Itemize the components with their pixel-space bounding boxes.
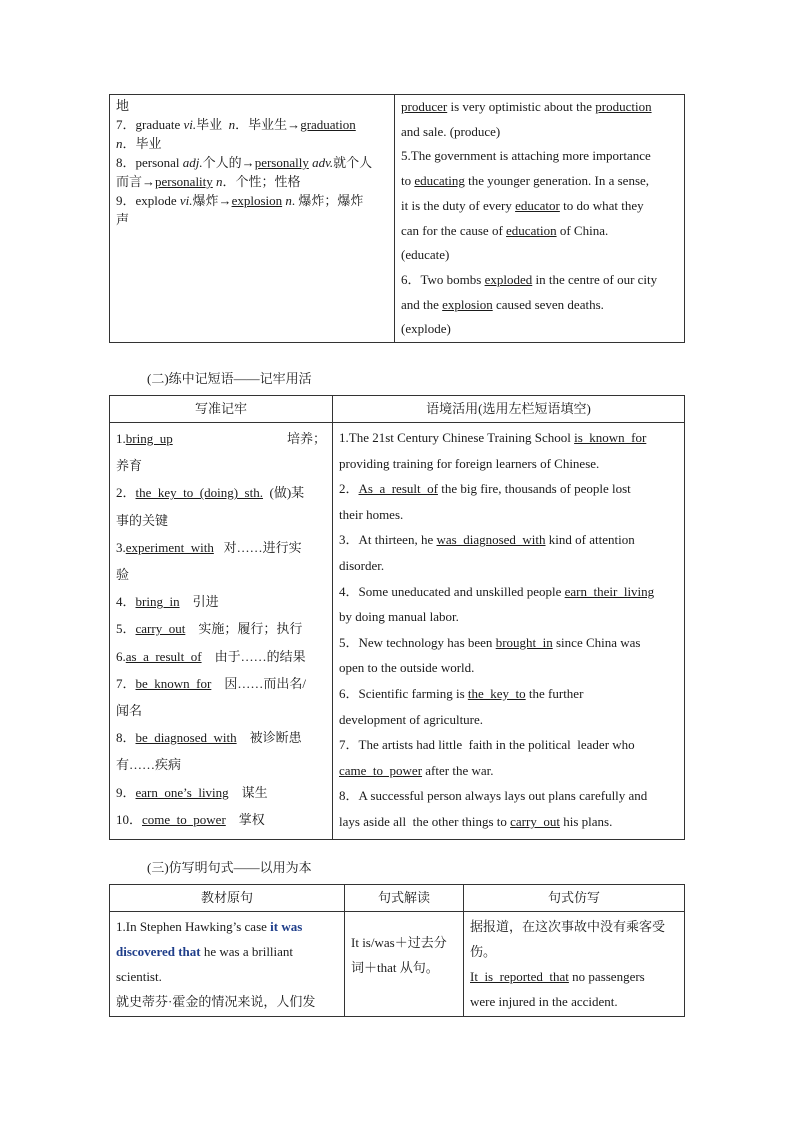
text-line bbox=[116, 114, 388, 133]
sentence-pattern-table bbox=[109, 884, 685, 1017]
text-line bbox=[401, 120, 678, 145]
phrases-header-left: 写准记牢 bbox=[110, 396, 333, 423]
text-segment: it is the duty of every bbox=[401, 197, 516, 213]
text-segment: the big fire, thousands of people lost bbox=[437, 481, 631, 497]
text-segment: ．毕业 bbox=[122, 136, 162, 151]
text-line bbox=[401, 219, 678, 244]
text-segment: development of agriculture. bbox=[339, 711, 484, 727]
text-segment: 6．Scientific farming is bbox=[339, 685, 468, 701]
text-segment: he was a brilliant bbox=[200, 944, 294, 959]
text-segment: 对……进行实 bbox=[213, 539, 302, 555]
text-segment: n bbox=[228, 117, 236, 132]
text-segment: 就史蒂芬·霍金的情况来说，人们发 bbox=[116, 994, 316, 1009]
text-line bbox=[351, 930, 457, 955]
text-line bbox=[339, 425, 678, 451]
text-segment: n bbox=[285, 193, 292, 208]
text-line bbox=[116, 425, 326, 452]
text-line bbox=[401, 243, 678, 268]
answer-blank: graduation bbox=[300, 117, 356, 132]
text-line bbox=[470, 989, 678, 1014]
text-segment: 3．At thirteen, he bbox=[339, 532, 437, 548]
word-forms-right-cell bbox=[395, 95, 685, 343]
text-line bbox=[401, 293, 678, 318]
text-segment: 地 bbox=[116, 98, 130, 113]
text-segment: 5.The government is attaching more importance bbox=[401, 148, 651, 164]
text-segment: 2． bbox=[116, 485, 136, 501]
text-segment: 掌权 bbox=[225, 811, 265, 827]
text-line bbox=[116, 806, 326, 833]
text-line bbox=[339, 502, 678, 528]
text-line bbox=[401, 317, 678, 342]
text-segment: 4．Some uneducated and unskilled people bbox=[339, 583, 565, 599]
text-line bbox=[116, 779, 326, 806]
text-segment: it was bbox=[270, 919, 303, 934]
text-segment: 6．Two bombs bbox=[401, 271, 485, 287]
pattern-original-cell bbox=[110, 912, 345, 1017]
text-segment: after the war. bbox=[422, 762, 494, 778]
text-segment: the younger generation. In a sense, bbox=[464, 173, 650, 189]
text-segment: 有……疾病 bbox=[116, 757, 182, 773]
answer-blank: as a result of bbox=[125, 648, 202, 664]
text-segment: adj. bbox=[182, 155, 203, 170]
text-line bbox=[116, 452, 326, 479]
answer-blank: bring up bbox=[125, 431, 173, 446]
answer-blank: come to power bbox=[142, 811, 226, 827]
answer-blank: personality bbox=[155, 174, 213, 189]
phrases-left-cell bbox=[110, 423, 333, 840]
answer-blank: producer bbox=[401, 99, 448, 114]
text-segment: scientist. bbox=[116, 969, 162, 984]
text-segment: ．个性；性格 bbox=[222, 174, 301, 189]
text-line bbox=[339, 732, 678, 758]
phrases-right-lines bbox=[339, 425, 678, 835]
phrases-header-right: 语境活用(选用左栏短语填空) bbox=[333, 396, 685, 423]
text-segment: 1.In Stephen Hawking’s case bbox=[116, 919, 271, 934]
text-line bbox=[116, 697, 326, 724]
text-segment: 验 bbox=[116, 567, 130, 583]
text-segment: (做)某 bbox=[262, 485, 305, 501]
text-segment: 爆炸→ bbox=[192, 193, 232, 208]
text-segment: 4． bbox=[116, 594, 136, 610]
text-segment: 而言→ bbox=[116, 174, 156, 189]
answer-blank: experiment with bbox=[125, 539, 214, 555]
text-line bbox=[116, 152, 388, 171]
text-segment: the further bbox=[525, 685, 584, 701]
text-segment: 8． bbox=[116, 730, 136, 746]
text-segment: discovered that bbox=[116, 944, 201, 959]
answer-blank: bring in bbox=[135, 594, 180, 610]
text-line bbox=[401, 95, 678, 120]
answer-blank: educator bbox=[515, 197, 560, 213]
text-line bbox=[116, 507, 326, 534]
pattern-imitation-cell bbox=[464, 912, 685, 1017]
text-line bbox=[339, 527, 678, 553]
text-segment: 10． bbox=[116, 811, 143, 827]
answer-blank: exploded bbox=[484, 271, 533, 287]
word-forms-table bbox=[109, 94, 685, 343]
text-line bbox=[401, 194, 678, 219]
text-line bbox=[351, 955, 457, 980]
phrases-left-lines bbox=[116, 425, 326, 833]
answer-blank: the key to bbox=[467, 685, 526, 701]
text-segment: 个人的→ bbox=[202, 155, 255, 170]
word-forms-left-lines bbox=[116, 95, 388, 228]
text-segment: 8．personal bbox=[116, 155, 183, 170]
text-line bbox=[116, 588, 326, 615]
phrases-table bbox=[109, 395, 685, 840]
text-segment: adv. bbox=[312, 155, 334, 170]
text-line bbox=[339, 630, 678, 656]
text-segment: providing training for foreign learners of Chinese. bbox=[339, 455, 600, 471]
text-segment: (educate) bbox=[401, 247, 450, 263]
text-line bbox=[401, 169, 678, 194]
answer-blank: came to power bbox=[339, 762, 423, 778]
answer-blank: earn one’s living bbox=[135, 784, 229, 800]
text-segment: 词＋that 从句。 bbox=[351, 960, 439, 975]
pattern-header-imitation: 句式仿写 bbox=[464, 885, 685, 912]
answer-blank: explosion bbox=[442, 296, 493, 312]
text-segment: n bbox=[116, 136, 123, 151]
text-line bbox=[116, 534, 326, 561]
text-segment: 2． bbox=[339, 481, 359, 497]
text-segment: kind of attention bbox=[545, 532, 635, 548]
text-segment: 8．A successful person always lays out plans carefully and bbox=[339, 788, 648, 804]
text-line bbox=[116, 479, 326, 506]
answer-blank: explosion bbox=[231, 193, 283, 208]
pattern-header-original: 教材原句 bbox=[110, 885, 345, 912]
text-line bbox=[116, 190, 388, 209]
text-line bbox=[339, 707, 678, 733]
text-segment: by doing manual labor. bbox=[339, 609, 459, 625]
text-segment: 9．explode bbox=[116, 193, 180, 208]
text-line bbox=[470, 964, 678, 989]
text-segment: (explode) bbox=[401, 321, 451, 337]
text-line bbox=[339, 579, 678, 605]
text-line bbox=[401, 268, 678, 293]
text-segment: 声 bbox=[116, 212, 130, 227]
text-line bbox=[116, 724, 326, 751]
text-segment: to do what they bbox=[559, 197, 644, 213]
answer-blank: be diagnosed with bbox=[135, 730, 237, 746]
answer-blank: education bbox=[506, 222, 557, 238]
text-segment: 谋生 bbox=[228, 784, 268, 800]
text-line bbox=[339, 809, 678, 835]
text-line bbox=[339, 604, 678, 630]
text-line bbox=[116, 209, 388, 228]
text-segment: 7． bbox=[116, 675, 136, 691]
text-line bbox=[116, 670, 326, 697]
text-segment: 1. bbox=[116, 431, 126, 446]
pattern-analysis-lines bbox=[351, 930, 457, 980]
answer-blank: be known for bbox=[135, 675, 212, 691]
text-segment: their homes. bbox=[339, 506, 404, 522]
text-line bbox=[339, 451, 678, 477]
text-line bbox=[339, 681, 678, 707]
text-segment: vi. bbox=[183, 117, 197, 132]
text-line bbox=[116, 561, 326, 588]
text-segment: 事的关键 bbox=[116, 512, 169, 528]
pattern-imitation-lines bbox=[470, 914, 678, 1014]
text-segment: 养育 bbox=[116, 458, 143, 474]
text-segment: can for the cause of bbox=[401, 222, 507, 238]
text-line bbox=[116, 751, 326, 778]
text-segment: and sale. (produce) bbox=[401, 123, 501, 139]
text-segment: 5．New technology has been bbox=[339, 634, 496, 650]
text-segment: 3. bbox=[116, 539, 126, 555]
text-line bbox=[116, 914, 338, 939]
text-segment: since China was bbox=[552, 634, 641, 650]
text-segment: 因……而出名/ bbox=[211, 675, 306, 691]
text-segment: It is/was＋过去分 bbox=[351, 935, 447, 950]
text-line bbox=[116, 133, 388, 152]
answer-blank: the key to (doing) sth. bbox=[135, 485, 263, 501]
text-segment: were injured in the accident. bbox=[470, 994, 618, 1009]
text-line bbox=[470, 939, 678, 964]
text-segment: open to the outside world. bbox=[339, 660, 475, 676]
text-line bbox=[116, 643, 326, 670]
text-segment: 由于……的结果 bbox=[201, 648, 306, 664]
text-segment: disorder. bbox=[339, 557, 385, 573]
text-line bbox=[116, 171, 388, 190]
text-line bbox=[116, 964, 338, 989]
pattern-original-lines bbox=[116, 914, 338, 1014]
text-segment: ．毕业生→ bbox=[235, 117, 301, 132]
text-line bbox=[339, 783, 678, 809]
text-segment: 就个人 bbox=[333, 155, 373, 170]
text-line bbox=[339, 655, 678, 681]
text-segment: 1.The 21st Century Chinese Training School bbox=[339, 430, 575, 445]
text-line bbox=[339, 553, 678, 579]
text-line bbox=[116, 615, 326, 642]
text-segment: 伤。 bbox=[470, 944, 497, 959]
text-segment: 引进 bbox=[179, 594, 219, 610]
text-segment: 7．The artists had little faith in the political leader who bbox=[339, 737, 635, 753]
answer-blank: brought in bbox=[495, 634, 553, 650]
answer-blank: It is reported that bbox=[470, 969, 569, 984]
text-segment: his plans. bbox=[559, 813, 613, 829]
text-segment: lays aside all the other things to bbox=[339, 813, 511, 829]
section3-caption: (三)仿写明句式——以用为本 bbox=[147, 860, 312, 875]
text-line bbox=[470, 914, 678, 939]
text-segment: 6. bbox=[116, 648, 126, 664]
answer-blank: earn their living bbox=[564, 583, 655, 599]
phrases-right-cell bbox=[333, 423, 685, 840]
text-segment: vi. bbox=[179, 193, 193, 208]
text-line bbox=[401, 144, 678, 169]
text-segment: of China. bbox=[556, 222, 609, 238]
text-line bbox=[116, 939, 338, 964]
text-segment: n bbox=[216, 174, 223, 189]
answer-blank: was diagnosed with bbox=[436, 532, 546, 548]
text-segment: and the bbox=[401, 296, 443, 312]
text-segment: 被诊断患 bbox=[236, 730, 302, 746]
answer-blank: As a result of bbox=[358, 481, 438, 497]
text-line bbox=[339, 476, 678, 502]
text-segment: . 爆炸；爆炸 bbox=[291, 193, 364, 208]
answer-blank: carry out bbox=[510, 813, 560, 829]
text-segment: 毕业 bbox=[196, 117, 229, 132]
word-forms-left-cell bbox=[110, 95, 395, 343]
text-segment: caused seven deaths. bbox=[492, 296, 604, 312]
answer-blank: carry out bbox=[135, 621, 186, 637]
pattern-analysis-cell bbox=[345, 912, 464, 1017]
text-segment: 据报道，在这次事故中没有乘客受 bbox=[470, 919, 666, 934]
text-segment: 5． bbox=[116, 621, 136, 637]
text-segment: to bbox=[401, 173, 415, 189]
section2-caption: (二)练中记短语——记牢用活 bbox=[147, 371, 312, 386]
text-segment: is very optimistic about the bbox=[447, 99, 596, 114]
text-segment: 培养； bbox=[286, 431, 326, 446]
text-segment: 7．graduate bbox=[116, 117, 184, 132]
text-line bbox=[339, 758, 678, 784]
word-forms-right-lines bbox=[401, 95, 678, 342]
text-segment: in the centre of our city bbox=[532, 271, 658, 287]
text-segment: no passengers bbox=[568, 969, 645, 984]
answer-blank: is known for bbox=[574, 430, 647, 445]
text-segment: 闻名 bbox=[116, 703, 143, 719]
text-segment: 实施；履行；执行 bbox=[185, 621, 303, 637]
answer-blank: educating bbox=[414, 173, 465, 189]
pattern-header-analysis: 句式解读 bbox=[345, 885, 464, 912]
answer-blank: personally bbox=[254, 155, 309, 170]
text-line bbox=[116, 989, 338, 1014]
answer-blank: production bbox=[595, 99, 652, 114]
text-line bbox=[116, 95, 388, 114]
text-segment: 9． bbox=[116, 784, 136, 800]
